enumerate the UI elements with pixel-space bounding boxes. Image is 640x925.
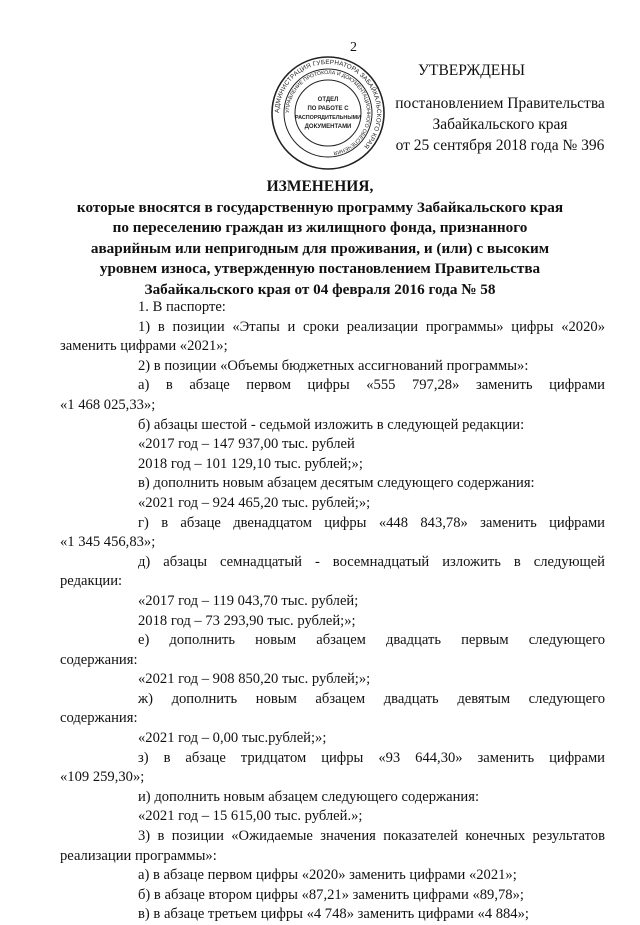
body-line: з) в абзаце тридцатом цифры «93 644,30» заменить цифрами: [138, 749, 605, 766]
body-line: и) дополнить новым абзацем следующего содержания:: [138, 788, 479, 805]
approval-line: от 25 сентября 2018 года № 396: [395, 137, 605, 154]
body-line: в) в абзаце третьем цифры «4 748» заменить цифрами «4 884»;: [138, 906, 529, 923]
body-line: ж) дополнить новым абзацем двадцать девятым следующего: [138, 690, 605, 707]
heading-line: уровнем износа, утвержденную постановлением Правительства: [99, 260, 541, 277]
body-line: «2017 год – 119 043,70 тыс. рублей;: [138, 592, 359, 609]
body-line: д) абзацы семнадцатый - восемнадцатый изложить в следующей: [138, 553, 605, 570]
body-line: «2021 год – 0,00 тыс.рублей;»;: [138, 730, 327, 747]
body-line: 2) в позиции «Объемы бюджетных ассигнований программы»:: [138, 357, 529, 374]
body-line: «109 259,30»;: [60, 769, 145, 786]
approval-block: [380, 60, 620, 156]
body-line: содержания:: [60, 710, 138, 727]
stamp-center-line: ДОКУМЕНТАМИ: [304, 124, 352, 130]
body-line: 3) в позиции «Ожидаемые значения показателей конечных результатов: [138, 828, 605, 845]
heading-line: Забайкальского края от 04 февраля 2016 года № 58: [144, 280, 496, 298]
document-body: [60, 298, 605, 925]
official-stamp: [270, 55, 386, 171]
approval-line: постановлением Правительства: [395, 95, 605, 112]
body-line: б) абзацы шестой - седьмой изложить в следующей редакции:: [138, 416, 525, 433]
stamp-center-line: ОТДЕЛ: [317, 97, 339, 103]
body-line: а) в абзаце первом цифры «2020» заменить цифрами «2021»;: [138, 867, 517, 884]
stamp-center-line: ПО РАБОТЕ С: [307, 106, 349, 112]
body-line: в) дополнить новым абзацем десятым следующего содержания:: [138, 475, 535, 492]
stamp-ring-text: УПРАВЛЕНИЕ ПРОТОКОЛА И ДОКУМЕНТАЦИОННОГО ОБЕСПЕЧЕНИЯ: [284, 69, 372, 156]
body-line: 1) в позиции «Этапы и сроки реализации программы» цифры «2020»: [138, 318, 605, 335]
body-line: 2018 год – 73 293,90 тыс. рублей;»;: [138, 612, 356, 629]
stamp-center-line: РАСПОРЯДИТЕЛЬНЫМИ: [295, 115, 361, 121]
body-line: содержания:: [60, 651, 138, 668]
body-line: е) дополнить новым абзацем двадцать первым следующего: [138, 632, 605, 649]
body-line: 2018 год – 101 129,10 тыс. рублей;»;: [138, 455, 363, 472]
body-line: реализации программы»:: [60, 847, 217, 864]
heading-title: ИЗМЕНЕНИЯ,: [266, 178, 374, 195]
body-line: «2021 год – 924 465,20 тыс. рублей;»;: [138, 494, 371, 511]
body-line: «2021 год – 908 850,20 тыс. рублей;»;: [138, 671, 371, 688]
body-line: заменить цифрами «2021»;: [60, 338, 228, 355]
body-line: б) в абзаце втором цифры «87,21» заменить цифрами «89,78»;: [138, 886, 524, 903]
body-line: «1 468 025,33»;: [60, 396, 156, 413]
body-line: а) в абзаце первом цифры «555 797,28» заменить цифрами: [138, 377, 605, 394]
body-line: г) в абзаце двенадцатом цифры «448 843,78» заменить цифрами: [138, 514, 605, 531]
svg-text:УПРАВЛЕНИЕ ПРОТОКОЛА И ДОКУМЕН: [285, 70, 371, 156]
heading-line: аварийным или непригодным для проживания, и (или) с высоким: [90, 239, 550, 257]
body-line: «1 345 456,83»;: [60, 534, 156, 551]
document-heading: [30, 177, 610, 300]
approval-title: УТВЕРЖДЕНЫ: [418, 62, 525, 79]
stamp-outer-text: АДМИНИСТРАЦИЯ ГУБЕРНАТОРА ЗАБАЙКАЛЬСКОГО КРАЯ: [273, 58, 383, 150]
body-line: редакции:: [60, 573, 123, 590]
heading-line: по переселению граждан из жилищного фонда, признанного: [112, 219, 528, 236]
heading-line: которые вносятся в государственную программу Забайкальского края: [76, 198, 564, 216]
page-number: 2: [350, 40, 357, 55]
body-line: «2021 год – 15 615,00 тыс. рублей.»;: [138, 808, 363, 825]
approval-line: Забайкальского края: [432, 116, 568, 133]
body-line: «2017 год – 147 937,00 тыс. рублей: [138, 436, 355, 453]
body-line: 1. В паспорте:: [138, 299, 226, 315]
